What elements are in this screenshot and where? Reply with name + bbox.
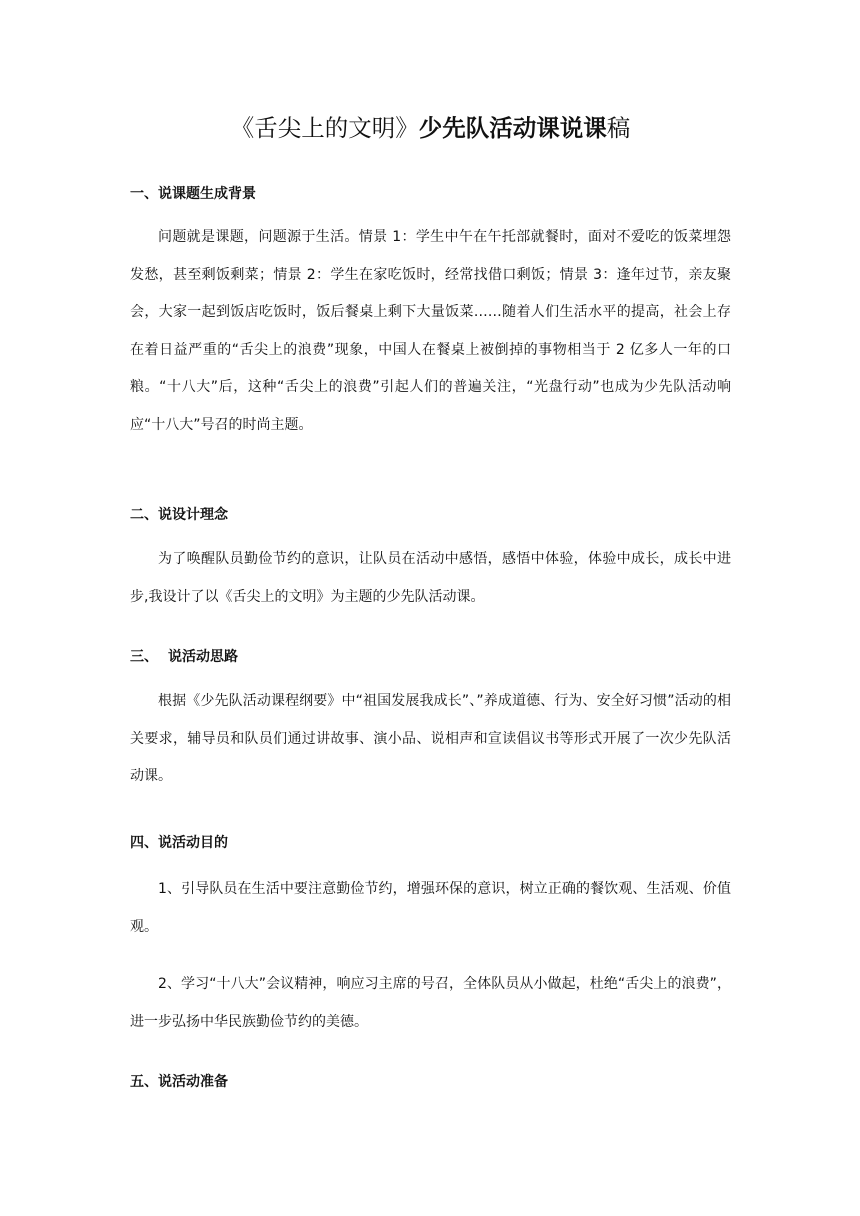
section-heading-background: 一、说课题生成背景	[130, 186, 256, 202]
goal-item-2: 2、学习“十八大”会议精神，响应习主席的号召，全体队员从小做起，杜绝“舌尖上的浪费”，进一步弘扬中华民族勤俭节约的美德。	[130, 976, 731, 1030]
section-heading-activity-ideas	[130, 647, 238, 667]
goal-item-1: 1、引导队员在生活中要注意勤俭节约，增强环保的意识，树立正确的餐饮观、生活观、价值观。	[130, 881, 731, 935]
section-heading-activity-goals: 四、说活动目的	[130, 835, 228, 851]
section-paragraph-design-concept: 为了唤醒队员勤俭节约的意识，让队员在活动中感悟，感悟中体验，体验中成长，成长中进步,我设计了以《舌尖上的文明》为主题的少先队活动课。	[130, 551, 731, 605]
section-paragraph-background: 问题就是课题，问题源于生活。情景 1：学生中午在午托部就餐时，面对不爱吃的饭菜埋怨发愁，甚至剩饭剩菜；情景 2：学生在家吃饭时，经常找借口剩饭；情景 3：逢年过节，亲友聚会，大家一起到饭店吃饭时，饭后餐桌上剩下大量饭菜……随着人们生活水平的提高，社会上存在着日益严重的“舌尖上的浪费”现象，中国人在餐桌上被倒掉的事物相当于 2 亿多人一年的口粮。“十八大”后，这种“舌尖上的浪费”引起人们的普遍关注，“光盘行动”也成为少先队活动响应“十八大”号召的时尚主题。	[130, 229, 731, 433]
title-tail-part: 稿	[606, 114, 631, 142]
section-heading-design-concept: 二、说设计理念	[130, 507, 228, 523]
title-bold-part: 少先队活动课说课	[418, 114, 607, 142]
section-heading-activity-preparation: 五、说活动准备	[130, 1074, 228, 1090]
section-paragraph-activity-ideas: 根据《少先队活动课程纲要》中“祖国发展我成长”、”养成道德、行为、安全好习惯”活动的相关要求，辅导员和队员们通过讲故事、演小品、说相声和宣读倡议书等形式开展了一次少先队活动课。	[130, 693, 731, 784]
title-regular-part: 《舌尖上的文明》	[230, 114, 419, 142]
heading-text: 说活动思路	[168, 649, 238, 665]
document-title	[130, 110, 731, 146]
heading-number: 三、	[130, 649, 158, 665]
